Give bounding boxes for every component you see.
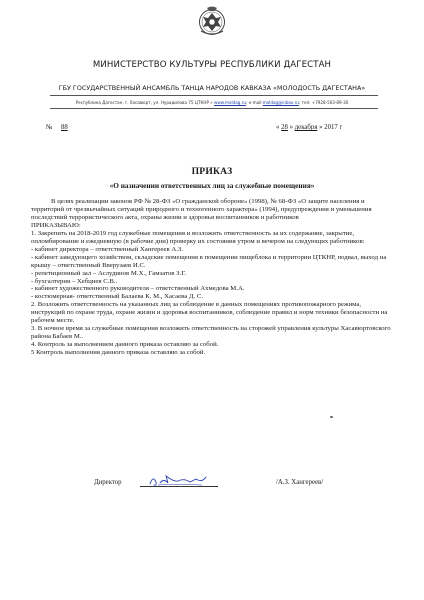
website-link[interactable]: www.moldag.ru xyxy=(214,100,246,105)
email-label: ; e-mail: xyxy=(245,100,263,105)
header-divider xyxy=(50,95,378,96)
email-link[interactable]: moldag@inbox.ru xyxy=(262,100,299,105)
clause-1: 1. Закрепить на 2018-2019 год служебные помещения и возложить ответственность за их содержание, закрытие, опломбирование и ежедневную (в рабочие дни) проверку их состояния утром и вечером на следующих работников: xyxy=(31,229,365,245)
clause-1-item: - кабинет художественного руководителя – ответственный Ахмедова М.А. xyxy=(31,285,245,293)
date-quote-close: » xyxy=(319,124,323,131)
dagestan-emblem-icon xyxy=(195,4,229,38)
address-line xyxy=(0,100,424,105)
clause-5: 5 Контроль выполнения данного приказа оставляю за собой. xyxy=(31,349,206,357)
date-day: 28 xyxy=(281,124,288,131)
clause-2: 2. Возложить ответственность на указанных лиц за соблюдение в данных помещениях противопожарного режима, инструкций по охране труда, охране жизни и здоровья воспитанников, соблюдение правил и норм техники безопасности на рабочем месте. xyxy=(31,301,388,325)
clause-3: 3. В ночное время за служебные помещения возложить ответственность на сторожей управления культуры Хасавюртовского района Бабаев М.. xyxy=(31,325,391,341)
signer-name: /А.З. Хангереев/ xyxy=(276,479,324,486)
clause-1-item: - кабинет заведующего хозяйством, складские помещения в помещении пищеблока и территории ЦТКНР, подвал, выход на крышу – ответственный Вверузаев И.С. xyxy=(31,253,387,269)
phone-text: ; тел: +7928-503-89-30 xyxy=(298,100,349,105)
date-month: декабря xyxy=(294,124,318,131)
clause-1-item: - репетиционный зал – Аслудинов М.Х., Гамзатов З.Г. xyxy=(31,269,187,277)
organization-name: ГБУ ГОСУДАРСТВЕННЫЙ АНСАМБЛЬ ТАНЦА НАРОДОВ КАВКАЗА «МОЛОДОСТЬ ДАГЕСТАНА» xyxy=(58,84,366,92)
clause-4: 4. Контроль за выполнением данного приказа оставляю за собой. xyxy=(31,341,219,349)
number-value: 88 xyxy=(61,124,68,131)
address-divider xyxy=(50,108,378,109)
signer-position: Директор xyxy=(94,479,122,486)
document-subtitle: «О назначении ответственных лиц за служебные помещения» xyxy=(109,181,315,190)
address-text: Республика Дагестан, г. Хасавюрт, ул. Нурадилова 75 ЦТКНР » xyxy=(75,100,215,105)
clause-1-item: - бухгалтерия – Хебциев С.В.. xyxy=(31,277,118,285)
date-quote-open: « xyxy=(276,124,280,131)
clause-1-item: - кабинет директора – ответственный Хангереев А.З. xyxy=(31,245,183,253)
preamble: В целях реализации законов РФ № 28-ФЗ «О гражданской обороне» (1998), № 68-ФЗ «О защите населения и территорий от чрезвычайных ситуаций природного и техногенного характера» (1994), предупреждения и уменьшения последствий террористического акта, охраны жизни и здоровья воспитанников и работников xyxy=(31,198,372,221)
order-body xyxy=(31,198,391,357)
order-number xyxy=(46,124,68,131)
date-year: 2017 г xyxy=(324,124,343,131)
scan-speck xyxy=(330,416,333,418)
document-title: ПРИКАЗ xyxy=(191,166,233,177)
signature-line xyxy=(140,486,218,487)
ministry-name: МИНИСТЕРСТВО КУЛЬТУРЫ РЕСПУБЛИКИ ДАГЕСТАН xyxy=(92,60,332,70)
order-command: ПРИКАЗЫВАЮ: xyxy=(31,221,81,229)
number-label: № xyxy=(46,124,53,131)
clause-1-item: - костюмерная- ответственный Балаева К. М., Хасаева Д. С. xyxy=(31,293,204,301)
order-date xyxy=(276,124,342,131)
date-quote-mid: » xyxy=(289,124,294,131)
handwritten-signature xyxy=(144,470,214,490)
